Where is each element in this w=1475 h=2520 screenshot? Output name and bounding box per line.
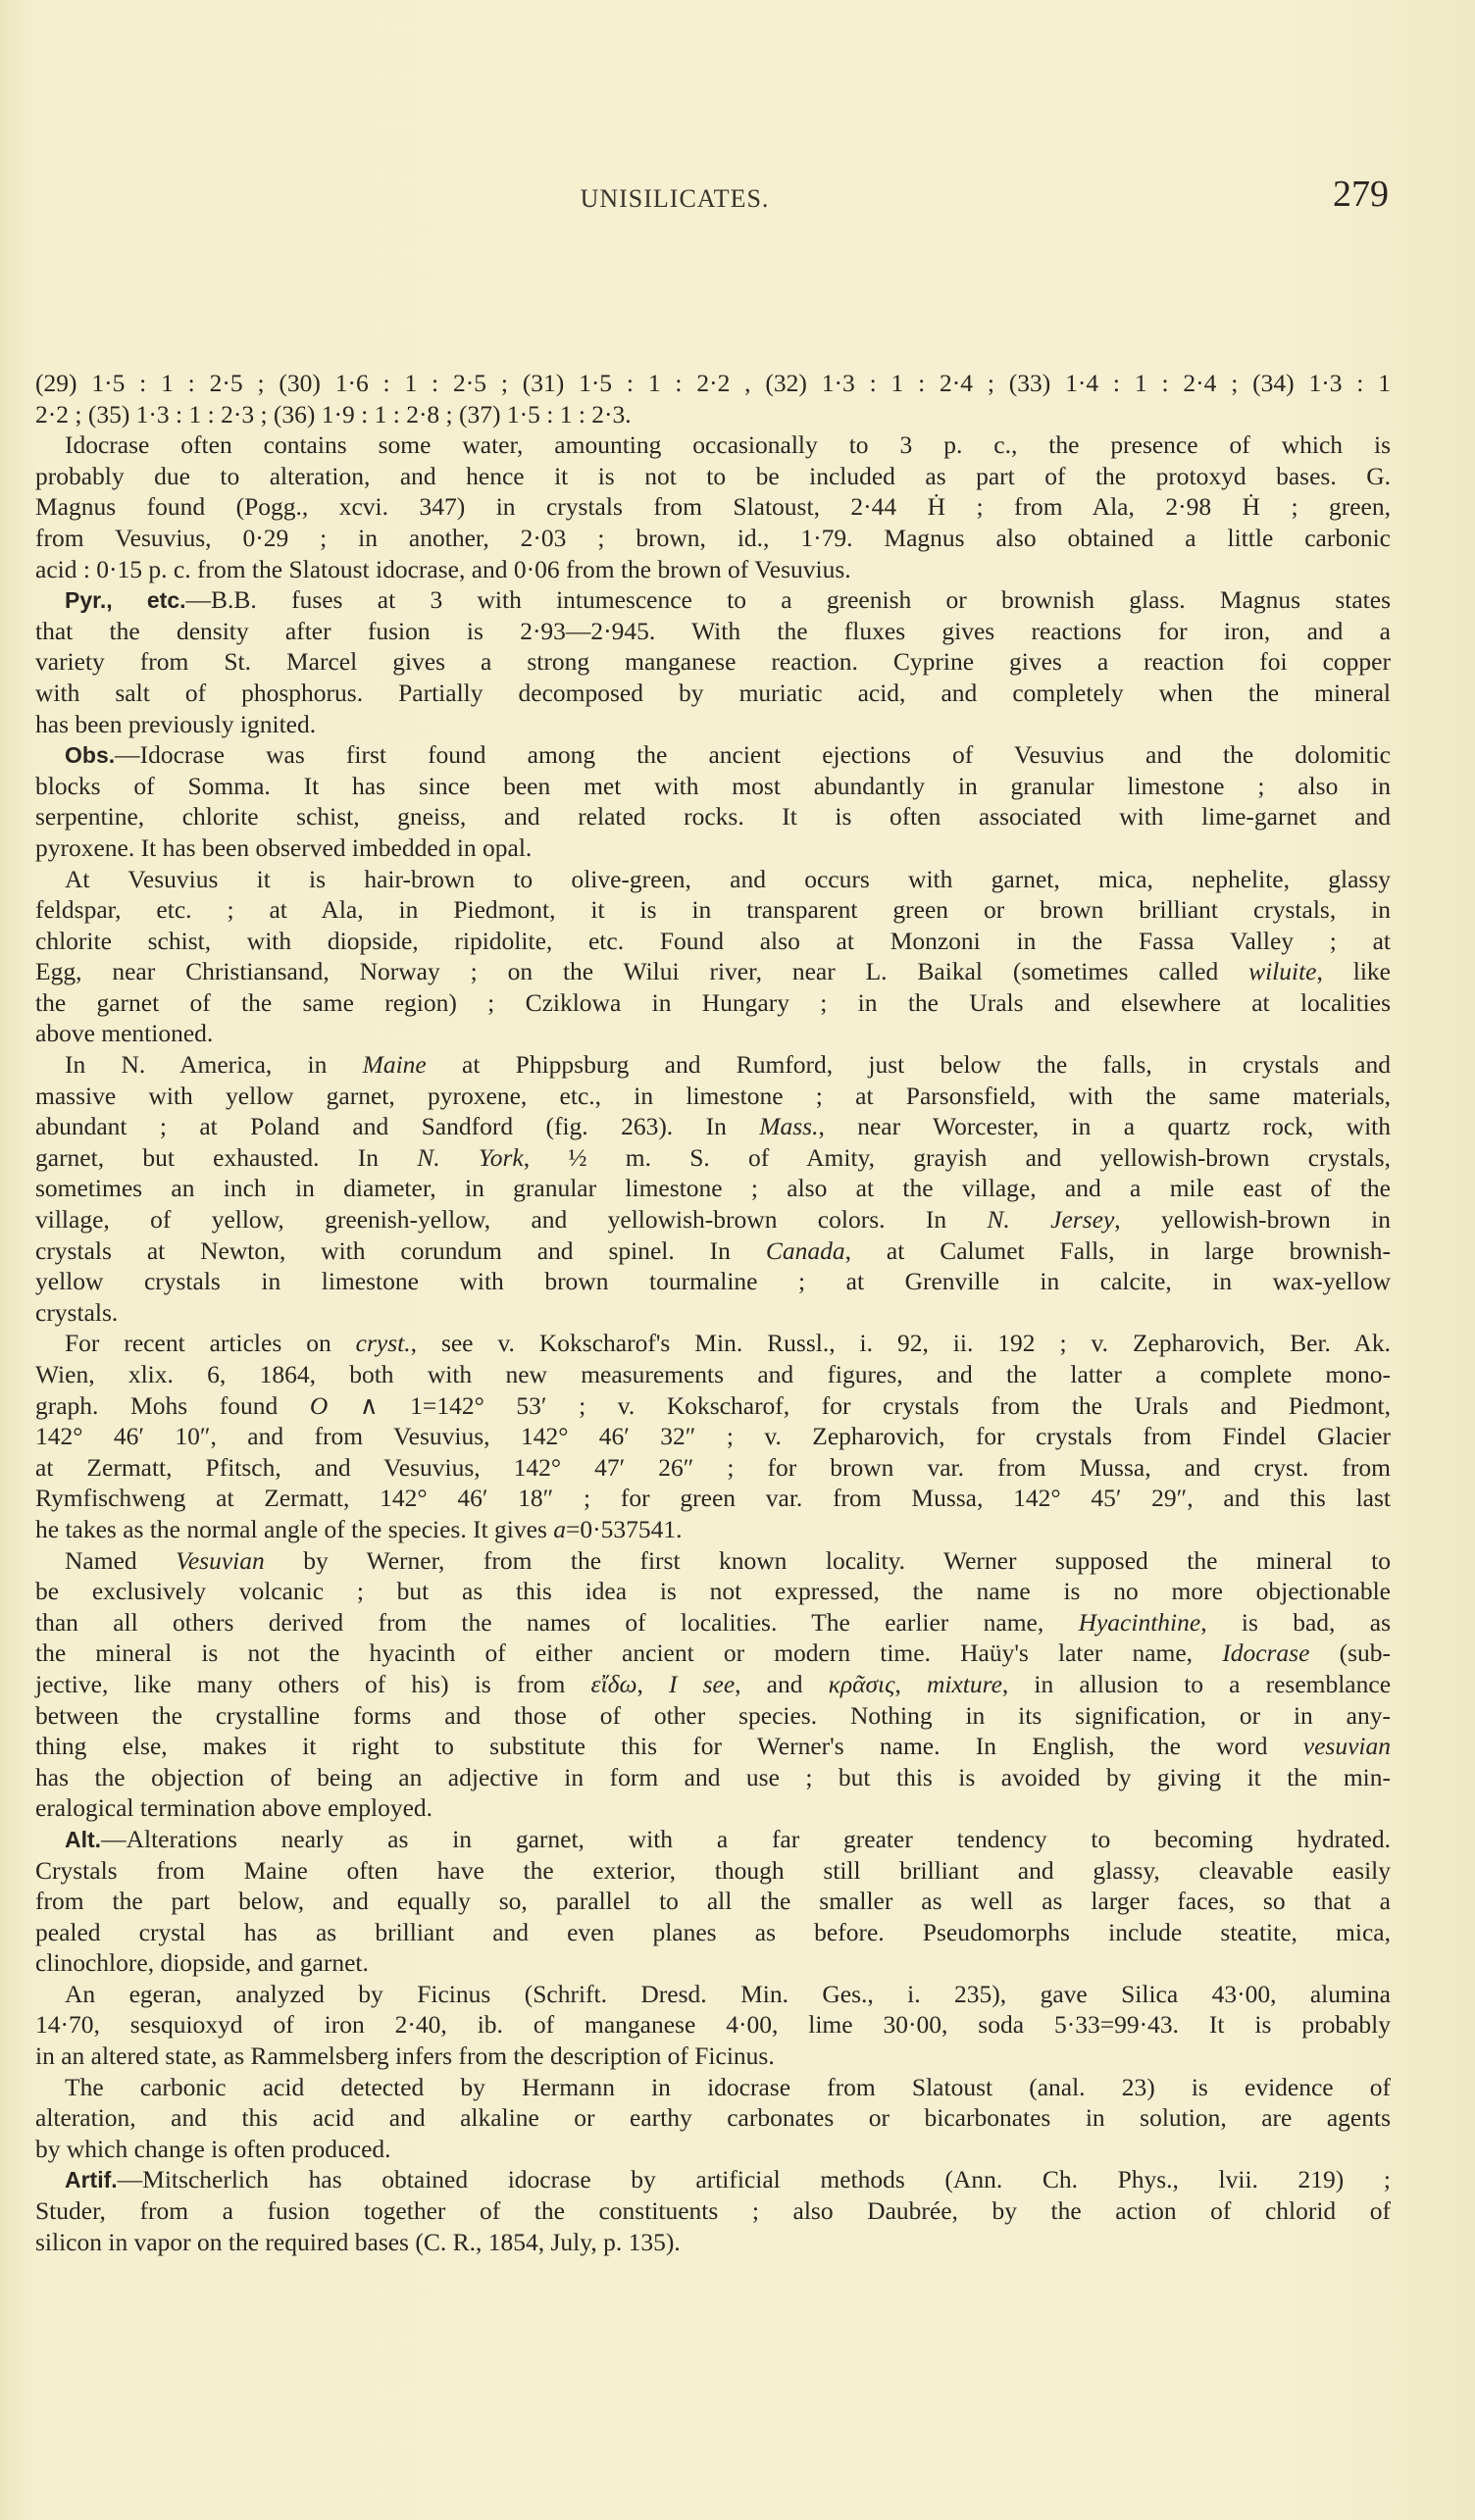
text-line	[35, 1421, 1391, 1452]
text-line	[35, 894, 1391, 926]
text-run: village, of yellow, greenish-yellow, and yellowish-brown colors. In	[35, 1205, 988, 1235]
text-run: ,	[894, 1669, 927, 1698]
paragraph	[35, 864, 1391, 1050]
text-run: =0·537541.	[566, 1514, 683, 1543]
paragraph	[35, 1824, 1391, 1979]
text-run: alteration, and this acid and alkaline or earthy carbonates or bicarbonates in solution, are agents	[35, 2103, 1391, 2133]
text-line	[35, 1235, 1391, 1267]
text-run: the mineral is not the hyacinth of either ancient or modern time. Haüy's later name,	[35, 1638, 1223, 1668]
text-line	[35, 709, 1391, 740]
text-run: eralogical termination above employed.	[35, 1793, 433, 1823]
text-line	[35, 429, 1391, 461]
text-line	[35, 926, 1391, 957]
italic-run: I see	[669, 1669, 736, 1698]
text-run: by which change is often produced.	[35, 2134, 391, 2163]
text-line	[35, 1081, 1391, 1112]
text-line	[35, 2102, 1391, 2134]
text-run: jective, like many others of his) is from	[35, 1669, 591, 1698]
text-run: graph. Mohs found	[35, 1390, 310, 1420]
text-run: Rymfischweng at Zermatt, 142° 46′ 18″ ; for green var. from Mussa, 142° 45′ 29″, and this last	[35, 1484, 1391, 1513]
text-line	[35, 1390, 1391, 1422]
text-run: thing else, makes it right to substitute this for Werner's name. In English, the word	[35, 1732, 1303, 1761]
text-run: —Alterations nearly as in garnet, with a far greater tendency to becoming hydrated.	[101, 1824, 1391, 1853]
italic-run: N. York	[417, 1142, 524, 1172]
text-run: with salt of phosphorus. Partially decomposed by muriatic acid, and completely when the mineral	[35, 678, 1391, 707]
text-line	[35, 739, 1391, 771]
text-line	[35, 1669, 1391, 1700]
text-run: the garnet of the same region) ; Cziklowa in Hungary ; in the Urals and elsewhere at localities	[35, 987, 1391, 1017]
text-run: blocks of Somma. It has since been met with most abundantly in granular limestone ; also in	[35, 771, 1391, 800]
text-run: silicon in vapor on the required bases (C. R., 1854, July, p. 135).	[35, 2227, 681, 2256]
text-line	[35, 1545, 1391, 1577]
italic-run: N. Jersey	[987, 1205, 1115, 1235]
text-line	[35, 616, 1391, 647]
text-line	[35, 1483, 1391, 1514]
text-run: 2·2 ; (35) 1·3 : 1 : 2·3 ; (36) 1·9 : 1 : 2·8 ; (37) 1·5 : 1 : 2·3.	[35, 399, 632, 428]
text-run: (sub-	[1309, 1638, 1391, 1668]
text-line	[35, 1792, 1391, 1824]
text-run: has the objection of being an adjective in form and use ; but this is avoided by giving it the min-	[35, 1762, 1391, 1791]
text-run: crystals.	[35, 1297, 119, 1327]
text-line	[35, 2134, 1391, 2165]
italic-run: Canada	[765, 1235, 845, 1265]
text-line	[35, 2164, 1391, 2195]
italic-run: Maine	[362, 1050, 427, 1080]
text-run: at Zermatt, Pfitsch, and Vesuvius, 142° 47′ 26″ ; for brown var. from Mussa, and cryst. from	[35, 1452, 1391, 1482]
text-line	[35, 1049, 1391, 1081]
text-run: chlorite schist, with diopside, ripidolite, etc. Found also at Monzoni in the Fassa Valley ; at	[35, 926, 1391, 955]
text-run: 142° 46′ 10″, and from Vesuvius, 142° 46′ 32″ ; v. Zepharovich, for crystals from Findel Glacier	[35, 1422, 1391, 1451]
run-in-heading: Artif.	[65, 2167, 118, 2193]
text-run: feldspar, etc. ; at Ala, in Piedmont, it is in transparent green or brown brilliant crystals, in	[35, 895, 1391, 925]
text-run: —B.B. fuses at 3 with intumescence to a greenish or brownish glass. Magnus states	[185, 585, 1391, 615]
italic-run: Mass.	[759, 1112, 819, 1141]
text-run: Named	[65, 1545, 177, 1575]
text-line	[35, 1576, 1391, 1607]
text-run: —Mitscherlich has obtained idocrase by artificial methods (Ann. Ch. Phys., lvii. 219) ;	[117, 2165, 1391, 2194]
text-run: pyroxene. It has been observed imbedded in opal.	[35, 832, 533, 862]
text-run: For recent articles on	[65, 1329, 356, 1358]
text-run: crystals at Newton, with corundum and spinel. In	[35, 1235, 766, 1265]
body-text	[35, 368, 1391, 2257]
text-line	[35, 554, 1391, 585]
text-run: has been previously ignited.	[35, 709, 317, 738]
paragraph	[35, 2164, 1391, 2257]
text-run: , ½ m. S. of Amity, grayish and yellowish-brown crystals,	[523, 1142, 1391, 1172]
italic-run: wiluite	[1248, 957, 1317, 986]
text-line	[35, 1638, 1391, 1669]
text-run: sometimes an inch in diameter, in granular limestone ; also at the village, and a mile east of the	[35, 1174, 1391, 1203]
text-run: Egg, near Christiansand, Norway ; on the Wilui river, near L. Baikal (sometimes called	[35, 957, 1249, 986]
text-line	[35, 1917, 1391, 1948]
text-run: The carbonic acid detected by Hermann in idocrase from Slatoust (anal. 23) is evidence of	[65, 2072, 1391, 2101]
text-line	[35, 1514, 1391, 1545]
text-line	[35, 1359, 1391, 1390]
text-line	[35, 584, 1391, 616]
text-line	[35, 801, 1391, 832]
text-line	[35, 1855, 1391, 1887]
text-run: In N. America, in	[65, 1050, 363, 1080]
italic-run: vesuvian	[1302, 1732, 1391, 1761]
text-line	[35, 1173, 1391, 1204]
text-run: , yellowish-brown in	[1114, 1205, 1391, 1235]
text-run: , at Calumet Falls, in large brownish-	[844, 1235, 1392, 1265]
text-run: variety from St. Marcel gives a strong manganese reaction. Cyprine gives a reaction foi copper	[35, 647, 1391, 677]
italic-run: κρᾶσις	[828, 1669, 895, 1698]
text-run: from the part below, and equally so, parallel to all the smaller as well as larger faces, so that a	[35, 1887, 1391, 1916]
text-line	[35, 832, 1391, 864]
text-line	[35, 678, 1391, 709]
text-line	[35, 956, 1391, 987]
italic-run: Hyacinthine	[1078, 1607, 1201, 1637]
text-line	[35, 2227, 1391, 2258]
text-run: yellow crystals in limestone with brown tourmaline ; at Grenville in calcite, in wax-yellow	[35, 1267, 1391, 1296]
text-run: serpentine, chlorite schist, gneiss, and related rocks. It is often associated with lime-garnet and	[35, 802, 1391, 832]
text-run: , see v. Kokscharof's Min. Russl., i. 92, ii. 192 ; v. Zepharovich, Ber. Ak.	[410, 1329, 1392, 1358]
paragraph	[35, 1328, 1391, 1544]
text-run: at Phippsburg and Rumford, just below the falls, in crystals and	[426, 1050, 1391, 1080]
paragraph	[35, 2072, 1391, 2165]
text-run: An egeran, analyzed by Ficinus (Schrift. Dresd. Min. Ges., i. 235), gave Silica 43·00, alumina	[65, 1979, 1391, 2008]
page-number: 279	[1333, 174, 1389, 215]
text-run: in an altered state, as Rammelsberg infers from the description of Ficinus.	[35, 2041, 775, 2071]
text-line	[35, 2041, 1391, 2072]
text-run: acid : 0·15 p. c. from the Slatoust idocrase, and 0·06 from the brown of Vesuvius.	[35, 554, 851, 583]
paragraph	[35, 368, 1391, 429]
italic-run: O	[309, 1390, 329, 1420]
text-run: pealed crystal has as brilliant and even planes as before. Pseudomorphs include steatite, mica,	[35, 1917, 1391, 1946]
text-line	[35, 1607, 1391, 1638]
text-run: by Werner, from the first known locality. Werner supposed the mineral to	[264, 1545, 1392, 1575]
text-run: from Vesuvius, 0·29 ; in another, 2·03 ; brown, id., 1·79. Magnus also obtained a little carbonic	[35, 523, 1391, 552]
italic-run: mixture	[926, 1669, 1002, 1698]
text-line	[35, 1762, 1391, 1793]
text-line	[35, 1018, 1391, 1049]
text-run: Magnus found (Pogg., xcvi. 347) in crystals from Slatoust, 2·44 Ḣ ; from Ala, 2·98 Ḣ ; green,	[35, 492, 1391, 522]
text-line	[35, 1824, 1391, 1855]
text-run: than all others derived from the names of localities. The earlier name,	[35, 1607, 1079, 1637]
text-run: ∧ 1=142° 53′ ; v. Kokscharof, for crystals from the Urals and Piedmont,	[328, 1390, 1391, 1420]
text-run: be exclusively volcanic ; but as this idea is not expressed, the name is no more objectionable	[35, 1577, 1391, 1606]
text-line	[35, 864, 1391, 895]
paragraph	[35, 739, 1391, 863]
text-line	[35, 491, 1391, 523]
paragraph	[35, 1979, 1391, 2072]
text-run: probably due to alteration, and hence it is not to be included as part of the protoxyd bases. G.	[35, 461, 1391, 490]
paragraph	[35, 584, 1391, 739]
text-run: above mentioned.	[35, 1019, 214, 1048]
text-line	[35, 1328, 1391, 1359]
text-run: (29) 1·5 : 1 : 2·5 ; (30) 1·6 : 1 : 2·5 ; (31) 1·5 : 1 : 2·2 , (32) 1·3 : 1 : 2·4 ; (33) 1·4 : 1 : 2·4 ; (34) 1·3 : 1	[35, 369, 1391, 397]
run-in-heading: Pyr., etc.	[65, 587, 186, 614]
text-run: garnet, but exhausted. In	[35, 1142, 418, 1172]
text-line	[35, 1700, 1391, 1732]
text-line	[35, 461, 1391, 492]
text-run: clinochlore, diopside, and garnet.	[35, 1948, 369, 1978]
text-line	[35, 368, 1391, 399]
text-run: , like	[1316, 957, 1391, 986]
italic-run: εἴδω	[590, 1669, 637, 1698]
run-in-heading: Alt.	[65, 1826, 102, 1852]
text-run: , in allusion to a resemblance	[1001, 1669, 1392, 1698]
text-line	[35, 771, 1391, 802]
text-run: , near Worcester, in a quartz rock, with	[818, 1112, 1391, 1141]
text-line	[35, 1947, 1391, 1979]
text-run: Wien, xlix. 6, 1864, both with new measurements and figures, and the latter a complete mono-	[35, 1360, 1391, 1388]
paragraph	[35, 1545, 1391, 1824]
text-run: , is bad, as	[1200, 1607, 1391, 1637]
text-run: Studer, from a fusion together of the constituents ; also Daubrée, by the action of chlorid of	[35, 2196, 1391, 2226]
text-run: Idocrase often contains some water, amounting occasionally to 3 p. c., the presence of which is	[65, 430, 1391, 460]
paragraph	[35, 429, 1391, 584]
run-in-heading: Obs.	[65, 742, 116, 769]
text-line	[35, 646, 1391, 678]
text-line	[35, 2072, 1391, 2103]
text-line	[35, 1886, 1391, 1917]
text-run: Crystals from Maine often have the exterior, though still brilliant and glassy, cleavable easily	[35, 1855, 1391, 1885]
text-run: massive with yellow garnet, pyroxene, etc., in limestone ; at Parsonsfield, with the same materials,	[35, 1081, 1391, 1110]
text-line	[35, 399, 1391, 430]
text-run: At Vesuvius it is hair-brown to olive-green, and occurs with garnet, mica, nephelite, glassy	[65, 864, 1391, 893]
text-line	[35, 987, 1391, 1019]
text-line	[35, 1979, 1391, 2010]
paragraph	[35, 1049, 1391, 1328]
text-line	[35, 1731, 1391, 1762]
italic-run: a	[553, 1514, 566, 1543]
text-line	[35, 1111, 1391, 1142]
italic-run: Vesuvian	[176, 1545, 265, 1575]
text-line	[35, 1204, 1391, 1235]
text-line	[35, 2009, 1391, 2041]
italic-run: cryst.	[355, 1329, 411, 1358]
italic-run: Idocrase	[1222, 1638, 1310, 1668]
text-line	[35, 2195, 1391, 2227]
text-line	[35, 1142, 1391, 1174]
text-run: he takes as the normal angle of the species. It gives	[35, 1514, 554, 1543]
text-line	[35, 1452, 1391, 1484]
text-run: ,	[636, 1669, 669, 1698]
text-run: that the density after fusion is 2·93—2·945. With the fluxes gives reactions for iron, and a	[35, 616, 1391, 645]
text-run: abundant ; at Poland and Sandford (fig. 263). In	[35, 1112, 760, 1141]
text-run: , and	[735, 1669, 829, 1698]
text-run: between the crystalline forms and those of other species. Nothing in its signification, or in any-	[35, 1700, 1391, 1730]
running-header-title: UNISILICATES.	[580, 184, 770, 213]
text-line	[35, 1297, 1391, 1329]
text-line	[35, 1266, 1391, 1297]
text-run: —Idocrase was first found among the ancient ejections of Vesuvius and the dolomitic	[115, 740, 1391, 770]
text-line	[35, 523, 1391, 554]
text-run: 14·70, sesquioxyd of iron 2·40, ib. of manganese 4·00, lime 30·00, soda 5·33=99·43. It is probably	[35, 2010, 1391, 2040]
